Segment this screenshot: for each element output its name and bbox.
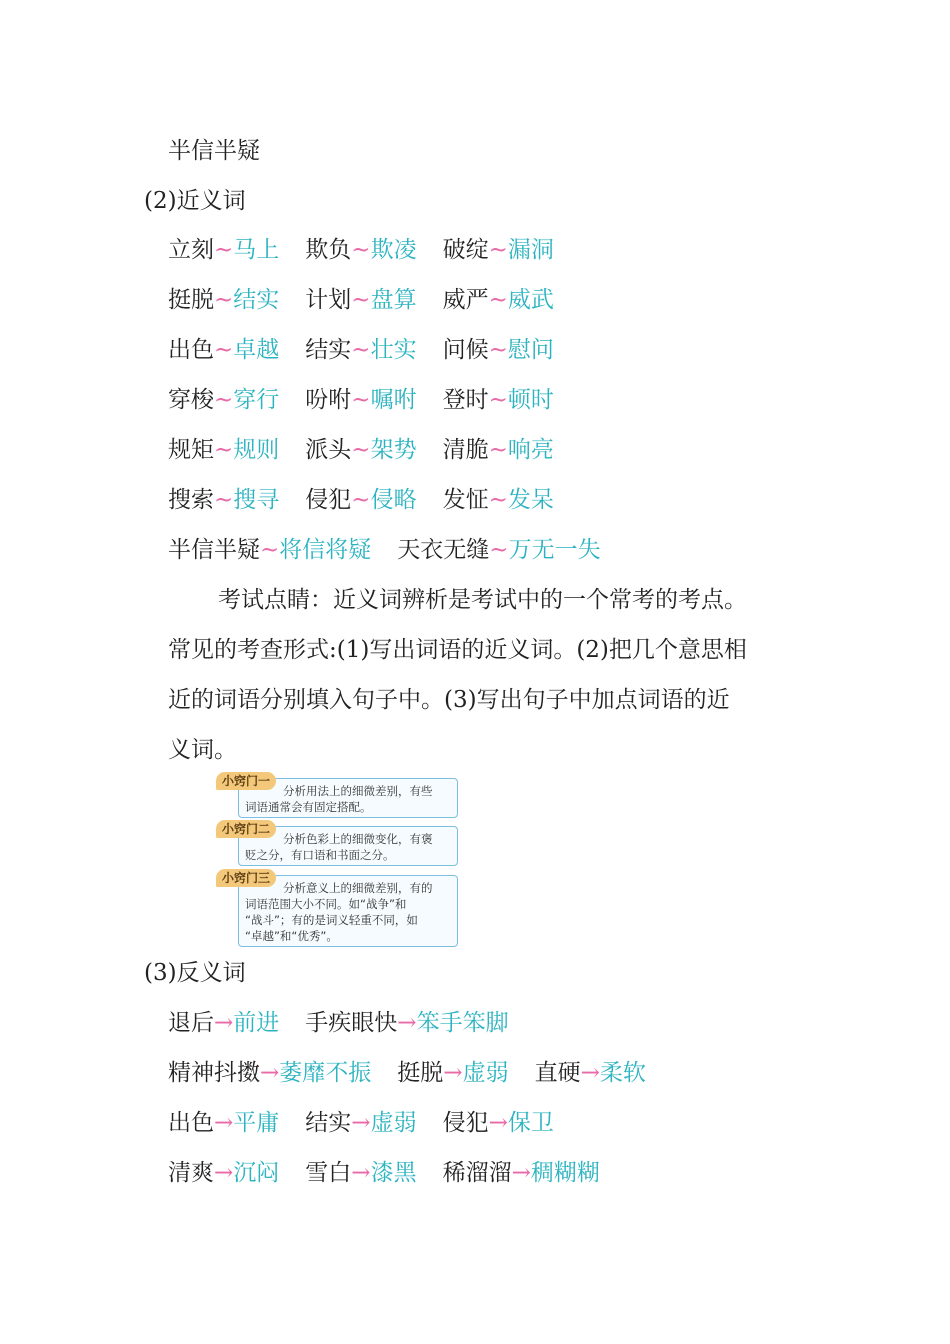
word: 出色	[168, 1110, 214, 1136]
arrow-icon: →	[351, 1110, 371, 1136]
tip-text: 分析用法上的细微差别，有些	[283, 784, 433, 798]
antonym-pair	[443, 1108, 554, 1138]
synonym-row	[168, 435, 554, 465]
antonym-pair	[397, 1058, 508, 1088]
word: 天衣无缝	[397, 537, 490, 563]
tilde-separator: ~	[488, 437, 508, 463]
arrow-icon: →	[351, 1160, 371, 1186]
word: 威严	[442, 287, 489, 313]
antonym-word: 柔软	[599, 1060, 646, 1086]
tilde-separator: ~	[214, 287, 234, 313]
antonym-row	[168, 1158, 600, 1188]
antonym-word: 平庸	[233, 1110, 280, 1136]
synonym-word: 规则	[233, 437, 280, 463]
word: 半信半疑	[168, 537, 260, 563]
word: 结实	[305, 337, 352, 363]
synonym-pair	[168, 485, 279, 515]
tilde-separator: ~	[214, 437, 234, 463]
tip-text: “卓越”和“优秀”。	[245, 929, 338, 943]
synonym-pair	[305, 435, 416, 465]
arrow-icon: →	[260, 1060, 280, 1086]
synonym-row	[168, 235, 554, 265]
arrow-icon: →	[214, 1010, 234, 1036]
synonym-pair	[443, 285, 554, 315]
antonym-row	[168, 1108, 554, 1138]
synonym-word: 搜寻	[233, 487, 280, 513]
synonym-pair	[168, 385, 279, 415]
tip-text: “战斗”；有的是词义轻重不同，如	[245, 913, 418, 927]
antonym-pair	[168, 1058, 371, 1088]
antonym-word: 漆黑	[370, 1160, 417, 1186]
tilde-separator: ~	[488, 387, 508, 413]
antonym-word: 保卫	[507, 1110, 554, 1136]
synonym-row	[168, 385, 554, 415]
antonym-word: 前进	[233, 1010, 280, 1036]
synonym-word: 顿时	[507, 387, 554, 413]
antonym-word: 稠糊糊	[530, 1160, 600, 1186]
tilde-separator: ~	[351, 287, 371, 313]
tip-text: 贬之分，有口语和书面之分。	[245, 848, 395, 862]
tilde-separator: ~	[489, 537, 509, 563]
synonym-word: 马上	[233, 237, 280, 263]
tip-card-1	[216, 772, 466, 816]
arrow-icon: →	[511, 1160, 531, 1186]
tip-tag: 小窍门二	[216, 820, 276, 838]
word: 精神抖擞	[168, 1060, 260, 1086]
antonym-word: 沉闷	[233, 1160, 280, 1186]
word: 穿梭	[168, 387, 214, 413]
tip-text: 词语通常会有固定搭配。	[245, 800, 372, 814]
tilde-separator: ~	[351, 487, 371, 513]
antonym-row	[168, 1008, 509, 1038]
word: 结实	[305, 1110, 352, 1136]
tilde-separator: ~	[351, 337, 371, 363]
antonym-pair	[168, 1108, 279, 1138]
word: 稀溜溜	[442, 1160, 512, 1186]
antonym-pair	[443, 1158, 600, 1188]
synonym-word: 将信将疑	[279, 537, 372, 563]
synonym-row	[168, 485, 554, 515]
tilde-separator: ~	[351, 237, 371, 263]
antonyms-heading: (3)反义词	[144, 960, 246, 986]
word: 侵犯	[442, 1110, 489, 1136]
tilde-separator: ~	[488, 287, 508, 313]
synonym-word: 卓越	[233, 337, 280, 363]
tilde-separator: ~	[488, 237, 508, 263]
tip-tag: 小窍门一	[216, 772, 276, 790]
arrow-icon: →	[488, 1110, 508, 1136]
synonym-word: 威武	[507, 287, 554, 313]
synonym-word: 欺凌	[370, 237, 417, 263]
tip-card-3	[216, 869, 466, 947]
arrow-icon: →	[214, 1110, 234, 1136]
synonym-pair	[305, 485, 416, 515]
synonym-word: 侵略	[370, 487, 417, 513]
synonym-word: 盘算	[370, 287, 417, 313]
tilde-separator: ~	[260, 537, 280, 563]
tip-text: 分析意义上的细微差别，有的	[283, 881, 433, 895]
antonym-word: 萎靡不振	[279, 1060, 372, 1086]
word: 清爽	[168, 1160, 214, 1186]
synonym-pair	[397, 535, 600, 565]
word: 规矩	[168, 437, 214, 463]
synonym-pair	[443, 435, 554, 465]
synonym-pair	[168, 335, 279, 365]
arrow-icon: →	[580, 1060, 600, 1086]
tilde-separator: ~	[351, 437, 371, 463]
tilde-separator: ~	[214, 387, 234, 413]
word: 立刻	[168, 237, 214, 263]
antonym-pair	[168, 1158, 279, 1188]
word: 问候	[442, 337, 489, 363]
tilde-separator: ~	[351, 387, 371, 413]
antonym-word: 笨手笨脚	[416, 1010, 509, 1036]
tilde-separator: ~	[488, 337, 508, 363]
synonym-word: 穿行	[233, 387, 280, 413]
synonym-pair	[305, 235, 416, 265]
word: 清脆	[442, 437, 489, 463]
synonym-word: 壮实	[370, 337, 417, 363]
synonym-pair	[443, 235, 554, 265]
exam-note-line-4: 义词。	[168, 737, 237, 763]
synonym-word: 结实	[233, 287, 280, 313]
synonyms-heading: (2)近义词	[144, 188, 246, 214]
exam-note-line-3: 近的词语分别填入句子中。(3)写出句子中加点词语的近	[168, 687, 730, 713]
synonym-row	[168, 335, 554, 365]
synonym-pair	[305, 385, 416, 415]
exam-note-line-2: 常见的考查形式:(1)写出词语的近义词。(2)把几个意思相	[168, 637, 747, 663]
synonym-word: 万无一失	[508, 537, 601, 563]
word: 挺脱	[397, 1060, 444, 1086]
word: 雪白	[305, 1160, 352, 1186]
tip-tag: 小窍门三	[216, 869, 276, 887]
antonym-pair	[168, 1008, 279, 1038]
tilde-separator: ~	[214, 337, 234, 363]
synonym-word: 嘱咐	[370, 387, 417, 413]
synonym-pair	[168, 535, 371, 565]
synonym-pair	[305, 285, 416, 315]
tilde-separator: ~	[214, 487, 234, 513]
synonym-pair	[168, 285, 279, 315]
arrow-icon: →	[443, 1060, 463, 1086]
tip-card-2	[216, 820, 466, 866]
tilde-separator: ~	[488, 487, 508, 513]
top-line: 半信半疑	[168, 138, 260, 164]
antonym-word: 虚弱	[370, 1110, 417, 1136]
synonym-word: 响亮	[507, 437, 554, 463]
synonym-pair	[168, 435, 279, 465]
word: 出色	[168, 337, 214, 363]
synonym-word: 漏洞	[507, 237, 554, 263]
word: 登时	[442, 387, 489, 413]
exam-note-line-1: 考试点睛：近义词辨析是考试中的一个常考的考点。	[218, 587, 747, 613]
word: 计划	[305, 287, 352, 313]
word: 欺负	[305, 237, 352, 263]
synonym-word: 发呆	[507, 487, 554, 513]
word: 吩咐	[305, 387, 352, 413]
tilde-separator: ~	[214, 237, 234, 263]
tip-text: 分析色彩上的细微变化，有褒	[283, 832, 433, 846]
arrow-icon: →	[397, 1010, 417, 1036]
exam-note	[168, 575, 808, 775]
word: 手疾眼快	[305, 1010, 398, 1036]
antonym-pair	[305, 1008, 508, 1038]
synonym-pair	[443, 335, 554, 365]
antonym-pair	[535, 1058, 646, 1088]
synonym-row	[168, 285, 554, 315]
antonym-word: 虚弱	[462, 1060, 509, 1086]
synonym-pair	[443, 385, 554, 415]
arrow-icon: →	[214, 1160, 234, 1186]
antonym-pair	[305, 1108, 416, 1138]
word: 发怔	[442, 487, 489, 513]
tip-text: 词语范围大小不同。如“战争”和	[245, 897, 407, 911]
word: 派头	[305, 437, 352, 463]
antonym-pair	[305, 1158, 416, 1188]
antonym-row	[168, 1058, 646, 1088]
synonym-word: 慰问	[507, 337, 554, 363]
word: 直硬	[534, 1060, 581, 1086]
synonym-word: 架势	[370, 437, 417, 463]
word: 侵犯	[305, 487, 352, 513]
synonym-pair	[168, 235, 279, 265]
synonym-pair	[443, 485, 554, 515]
word: 搜索	[168, 487, 214, 513]
word: 挺脱	[168, 287, 214, 313]
word: 破绽	[442, 237, 489, 263]
synonym-pair	[305, 335, 416, 365]
synonym-row	[168, 535, 601, 565]
word: 退后	[168, 1010, 214, 1036]
